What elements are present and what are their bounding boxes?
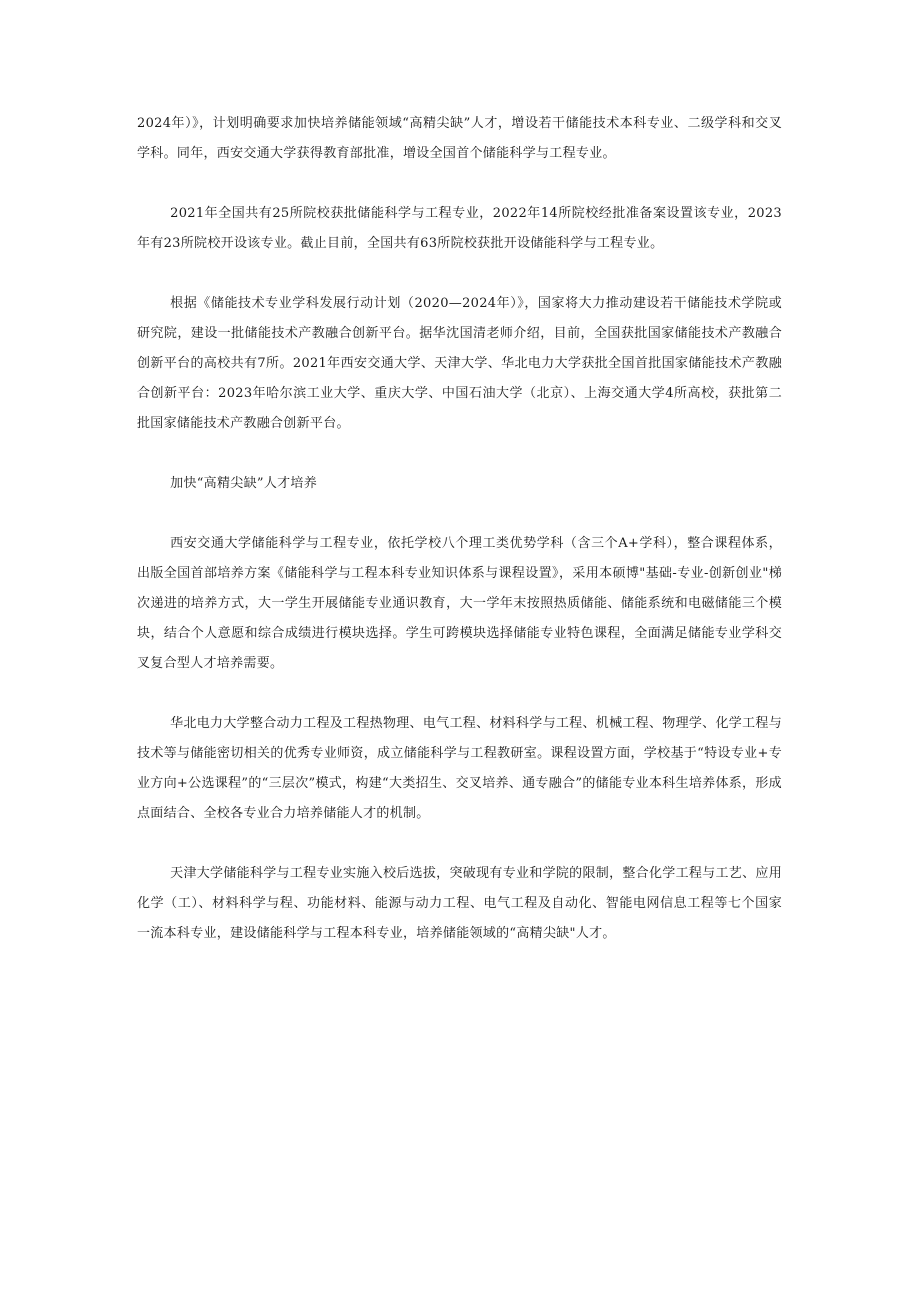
paragraph-innovation-platforms: 根据《储能技术专业学科发展行动计划（2020—2024年）》，国家将大力推动建设若干储能技术学院或研究院，建设一批储能技术产教融合创新平台。据华沈国清老师介绍，目前，全国获批国家储能技术产教融合创新平台的高校共有7所。2021年西安交通大学、天津大学、华北电力大学获批全国首批国家储能技术产教融合创新平台：2023年哈尔滨工业大学、重庆大学、中国石油大学（北京）、上海交通大学4所高校，获批第二批国家储能技术产教融合创新平台。 xyxy=(137,296,782,431)
paragraph-tju: 天津大学储能科学与工程专业实施入校后选拔，突破现有专业和学院的限制，整合化学工程与工艺、应用化学（工）、材料科学与程、功能材料、能源与动力工程、电气工程及自动化、智能电网信息工程等七个国家一流本科专业，建设储能科学与工程本科专业，培养储能领域的“高精尖缺"人才。 xyxy=(137,866,782,941)
paragraph-ncepu: 华北电力大学整合动力工程及工程热物理、电气工程、材料科学与工程、机械工程、物理学、化学工程与技术等与储能密切相关的优秀专业师资，成立储能科学与工程教研室。课程设置方面，学校基于“特设专业+专业方向+公选课程”的“三层次”模式，构建“大类招生、交叉培养、通专融合”的储能专业本科生培养体系，形成点面结合、全校各专业合力培养储能人才的机制。 xyxy=(137,716,782,821)
paragraph-program-counts: 2021年全国共有25所院校获批储能科学与工程专业，2022年14所院校经批准备案设置该专业，2023年有23所院校开设该专业。截止目前，全国共有63所院校获批开设储能科学与工程专业。 xyxy=(137,206,782,251)
paragraph-xjtu: 西安交通大学储能科学与工程专业，依托学校八个理工类优势学科（含三个A+学科），整合课程体系，出版全国首部培养方案《储能科学与工程本科专业知识体系与课程设置》，采用本硕博"基础-专业-创新创业"梯次递进的培养方式，大一学生开展储能专业通识教育，大一学年末按照热质储能、储能系统和电磁储能三个模块，结合个人意愿和综合成绩进行模块选择。学生可跨模块选择储能专业特色课程，全面满足储能专业学科交叉复合型人才培养需要。 xyxy=(137,536,782,671)
paragraph-continuation: 2024年）》，计划明确要求加快培养储能领域“高精尖缺”人才，增设若干储能技术本科专业、二级学科和交叉学科。同年，西安交通大学获得教育部批准，增设全国首个储能科学与工程专业。 xyxy=(137,116,782,161)
document-page xyxy=(137,109,782,949)
section-heading: 加快“高精尖缺”人才培养 xyxy=(170,476,318,491)
